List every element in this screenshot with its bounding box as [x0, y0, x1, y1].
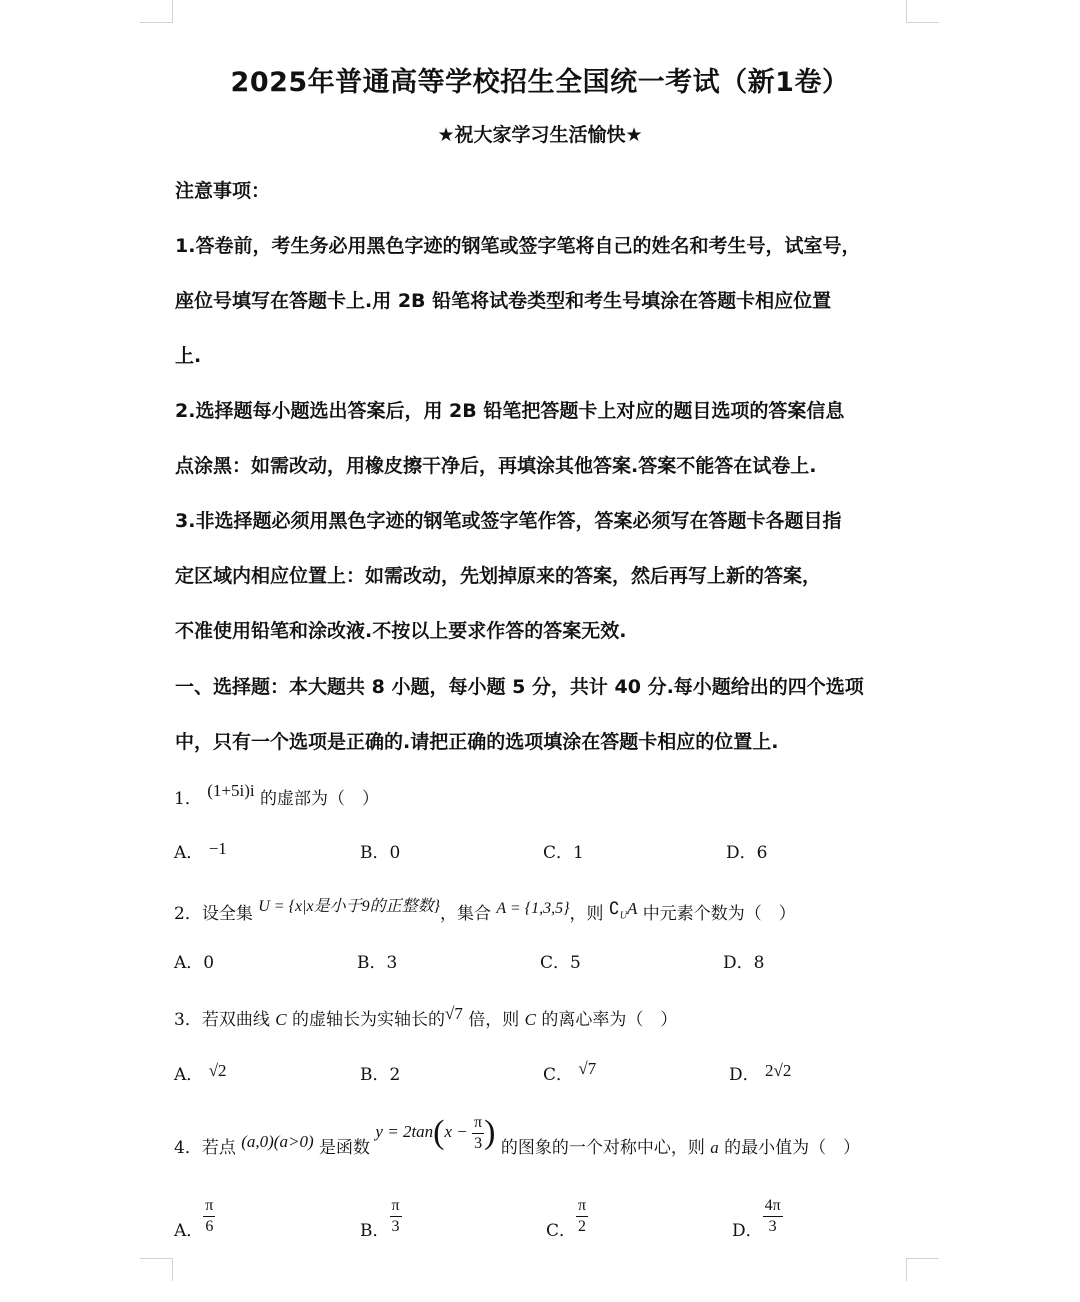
fraction: [576, 1196, 588, 1237]
option-a: [174, 838, 227, 863]
notice-line: 上.: [175, 345, 202, 367]
coefficient-sqrt-expression: 2√2: [765, 1061, 792, 1080]
math-expression: (1+5i)i: [207, 781, 255, 800]
option-a: [174, 1196, 215, 1241]
option-b: [357, 948, 397, 973]
option-label: C．: [543, 843, 574, 863]
question-text: 若双曲线: [201, 1010, 270, 1030]
page-subtitle: ★祝大家学习生活愉快★: [437, 124, 643, 146]
fraction-numerator: π: [391, 1197, 400, 1214]
option-c: [543, 838, 584, 863]
option-b: [360, 1196, 402, 1241]
complement-expression: [608, 899, 638, 922]
option-value: 0: [203, 953, 215, 973]
option-label: D．: [729, 1065, 760, 1085]
option-a: [174, 948, 214, 973]
section-heading-line: 中，只有一个选项是正确的.请把正确的选项填涂在答题卡相应的位置上.: [175, 731, 779, 753]
radicand: 7: [587, 1059, 597, 1078]
radicand: 2: [782, 1061, 792, 1080]
sqrt-expression: √7: [578, 1059, 597, 1078]
option-b: [360, 838, 400, 863]
function-left: y = 2tan: [375, 1122, 434, 1141]
corner-mark-bottom-left: [140, 1258, 173, 1281]
question-text: 的虚轴长为实轴长的: [291, 1010, 445, 1030]
option-a: [174, 1060, 227, 1085]
fraction-denominator: 6: [203, 1216, 215, 1237]
option-d: [723, 948, 764, 973]
option-c: [540, 948, 581, 973]
radicand: 2: [218, 1061, 227, 1080]
complement-symbol: ∁: [608, 899, 620, 918]
complement-subscript: U: [619, 910, 627, 922]
option-label: A．: [174, 843, 204, 863]
question-text: 的最小值为（ ）: [724, 1138, 861, 1158]
option-value: 2: [389, 1065, 401, 1085]
corner-mark-top-right: [906, 0, 939, 23]
fraction-denominator: 3: [763, 1216, 783, 1237]
option-label: D．: [723, 953, 754, 973]
option-d: [729, 1060, 791, 1085]
set-a-expression: A = {1,3,5}: [496, 900, 570, 917]
fraction: [203, 1196, 215, 1237]
corner-mark-top-left: [140, 0, 173, 23]
question-number: 1．: [174, 789, 202, 809]
function-expression: [375, 1102, 495, 1163]
variable-c: C: [275, 1010, 287, 1029]
page-title: 2025年普通高等学校招生全国统一考试（新1卷）: [230, 67, 850, 98]
question-3: [174, 1005, 677, 1030]
question-number: 2．: [174, 904, 202, 924]
option-label: A．: [174, 1065, 204, 1085]
notice-heading: 注意事项：: [175, 180, 271, 202]
question-text: ，集合: [440, 904, 491, 924]
question-number: 4．: [174, 1138, 202, 1158]
notice-line: 3.非选择题必须用黑色字迹的钢笔或签字笔作答，答案必须写在答题卡各题目指: [175, 510, 842, 532]
corner-mark-bottom-right: [906, 1258, 939, 1281]
question-text: 的离心率为（ ）: [541, 1010, 678, 1030]
option-label: C．: [546, 1221, 577, 1241]
complement-variable: A: [626, 899, 638, 918]
option-label: B．: [360, 1065, 390, 1085]
variable-c: C: [524, 1010, 536, 1029]
function-inner: x −: [444, 1122, 468, 1141]
question-text: 的图象的一个对称中心，则: [500, 1138, 705, 1158]
option-label: B．: [360, 1221, 390, 1241]
fraction: [390, 1196, 402, 1237]
option-value: 0: [389, 843, 401, 863]
option-label: A．: [174, 953, 204, 973]
fraction-denominator: 3: [390, 1216, 402, 1237]
coefficient: 2: [765, 1061, 774, 1080]
option-label: C．: [540, 953, 571, 973]
sqrt-expression: √7: [444, 1004, 463, 1023]
fraction-denominator: 3: [474, 1134, 483, 1152]
option-label: D．: [732, 1221, 763, 1241]
question-text: 设全集: [201, 904, 253, 924]
option-label: D．: [726, 843, 757, 863]
fraction-numerator: π: [472, 1113, 484, 1134]
fraction: [763, 1196, 783, 1237]
notice-line: 点涂黑：如需改动，用橡皮擦干净后，再填涂其他答案.答案不能答在试卷上.: [175, 455, 817, 477]
question-text: 中元素个数为（ ）: [642, 904, 796, 924]
option-label: C．: [543, 1065, 574, 1085]
option-d: [726, 838, 767, 863]
question-text: 倍，则: [468, 1010, 520, 1030]
option-b: [360, 1060, 400, 1085]
fraction: [472, 1113, 484, 1154]
notice-line: 2.选择题每小题选出答案后，用 2B 铅笔把答题卡上对应的题目选项的答案信息: [175, 400, 845, 422]
question-text: 若点: [201, 1138, 236, 1158]
option-value: 5: [570, 953, 581, 973]
fraction-numerator: π: [578, 1197, 587, 1214]
option-c: [543, 1060, 596, 1085]
paren-left: (: [433, 1114, 445, 1152]
option-value: 6: [756, 843, 768, 863]
question-text: ，则: [569, 904, 604, 924]
option-label: A．: [174, 1221, 204, 1241]
question-4: [174, 1113, 861, 1179]
notice-line: 1.答卷前，考生务必用黑色字迹的钢笔或签字笔将自己的姓名和考生号，试室号，: [175, 235, 861, 257]
notice-line: 不准使用铅笔和涂改液.不按以上要求作答的答案无效.: [175, 620, 627, 642]
fraction-numerator: π: [205, 1197, 214, 1214]
point-expression: (a,0)(a>0): [241, 1132, 314, 1151]
question-number: 3．: [174, 1010, 202, 1030]
question-1: [174, 781, 379, 809]
option-value: 8: [753, 953, 765, 973]
notice-line: 座位号填写在答题卡上.用 2B 铅笔将试卷类型和考生号填涂在答题卡相应位置: [175, 290, 832, 312]
option-value: −1: [208, 839, 227, 858]
radicand: 7: [454, 1004, 463, 1023]
sqrt-expression: √2: [208, 1061, 227, 1080]
paren-right: ): [484, 1114, 496, 1152]
option-d: [732, 1196, 783, 1241]
set-u-expression: U = {x|x是小于9的正整数}: [258, 898, 440, 915]
question-text: 是函数: [319, 1138, 371, 1158]
question-text: 的虚部为（ ）: [260, 789, 379, 809]
option-label: B．: [360, 843, 390, 863]
option-label: B．: [357, 953, 387, 973]
question-2: [174, 899, 796, 926]
notice-line: 定区域内相应位置上：如需改动，先划掉原来的答案，然后再写上新的答案，: [175, 565, 822, 587]
fraction-numerator: 4π: [764, 1197, 781, 1214]
section-heading-line: 一、选择题：本大题共 8 小题，每小题 5 分，共计 40 分.每小题给出的四个选项: [175, 676, 864, 698]
fraction-denominator: 2: [576, 1216, 588, 1237]
option-value: 3: [386, 953, 398, 973]
option-value: 1: [573, 843, 584, 863]
option-c: [546, 1196, 588, 1241]
variable-a: a: [710, 1138, 719, 1157]
